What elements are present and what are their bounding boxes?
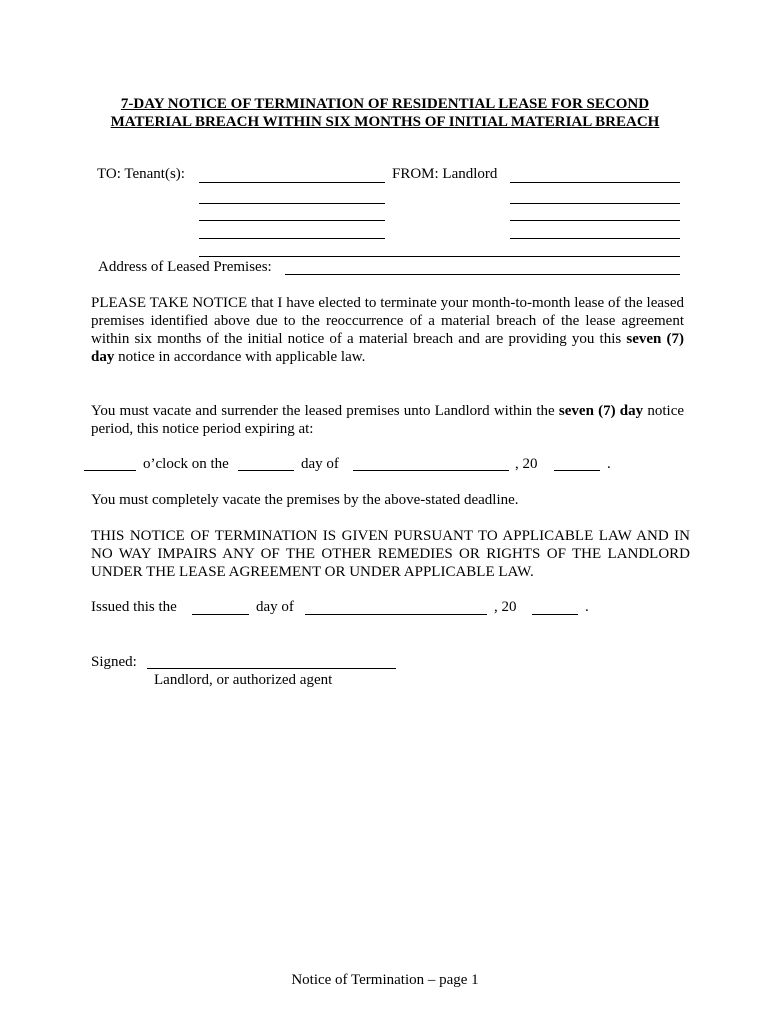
document-title bbox=[90, 95, 680, 131]
landlord-name-line-3[interactable] bbox=[510, 220, 680, 221]
deadline-period: . bbox=[607, 456, 611, 472]
deadline-year-line[interactable] bbox=[554, 470, 600, 471]
page-footer: Notice of Termination – page 1 bbox=[291, 972, 479, 988]
landlord-label: FROM: Landlord bbox=[392, 166, 498, 182]
address-line[interactable] bbox=[285, 274, 680, 275]
parties-separator-line[interactable] bbox=[199, 256, 680, 257]
legal-notice-paragraph: THIS NOTICE OF TERMINATION IS GIVEN PURSUANT TO APPLICABLE LAW AND IN NO WAY IMPAIRS ANY OF THE OTHER REMEDIES OR RIGHTS OF THE LANDLORD UNDER THE LEASE AGREEMENT OR UNDER APPLICABLE LAW. bbox=[91, 528, 690, 580]
title-line-2: MATERIAL BREACH WITHIN SIX MONTHS OF INITIAL MATERIAL BREACH bbox=[110, 114, 660, 130]
notice-period-bold: seven (7) day bbox=[91, 331, 684, 365]
issued-year-prefix: , 20 bbox=[494, 599, 517, 615]
deadline-year-prefix: , 20 bbox=[515, 456, 538, 472]
deadline-day-line[interactable] bbox=[238, 470, 294, 471]
tenant-name-line-4[interactable] bbox=[199, 238, 385, 239]
address-label: Address of Leased Premises: bbox=[98, 259, 272, 275]
issued-day-line[interactable] bbox=[192, 614, 249, 615]
issued-day-of-label: day of bbox=[256, 599, 294, 615]
signature-line[interactable] bbox=[147, 668, 396, 669]
notice-paragraph: PLEASE TAKE NOTICE that I have elected to terminate your month-to-month lease of the leased premises identified above due to the reoccurrence of a material breach of the lease agreement within six months of the initial notice of a material breach and are providing you this seven (7) day notice in accordance with applicable law. bbox=[91, 295, 684, 365]
vacate-deadline-text: You must completely vacate the premises by the above-stated deadline. bbox=[91, 492, 519, 508]
oclock-label: o’clock on the bbox=[143, 456, 229, 472]
tenant-name-line-2[interactable] bbox=[199, 203, 385, 204]
signed-label: Signed: bbox=[91, 654, 137, 670]
landlord-name-line-1[interactable] bbox=[510, 182, 680, 183]
vacate-period-bold: seven (7) day bbox=[558, 403, 644, 419]
issued-period: . bbox=[585, 599, 589, 615]
signature-caption: Landlord, or authorized agent bbox=[154, 672, 333, 688]
issued-label: Issued this the bbox=[91, 599, 177, 615]
landlord-name-line-4[interactable] bbox=[510, 238, 680, 239]
landlord-name-line-2[interactable] bbox=[510, 203, 680, 204]
issued-month-line[interactable] bbox=[305, 614, 487, 615]
issued-year-line[interactable] bbox=[532, 614, 578, 615]
tenant-label: TO: Tenant(s): bbox=[97, 166, 185, 182]
deadline-hour-line[interactable] bbox=[84, 470, 136, 471]
deadline-month-line[interactable] bbox=[353, 470, 509, 471]
tenant-name-line-3[interactable] bbox=[199, 220, 385, 221]
vacate-paragraph: You must vacate and surrender the leased premises unto Landlord within the seven (7) day notice period, this notice period expiring at: bbox=[91, 403, 685, 437]
title-line-1: 7-DAY NOTICE OF TERMINATION OF RESIDENTIAL LEASE FOR SECOND bbox=[120, 96, 650, 112]
deadline-day-of-label: day of bbox=[301, 456, 339, 472]
tenant-name-line-1[interactable] bbox=[199, 182, 385, 183]
